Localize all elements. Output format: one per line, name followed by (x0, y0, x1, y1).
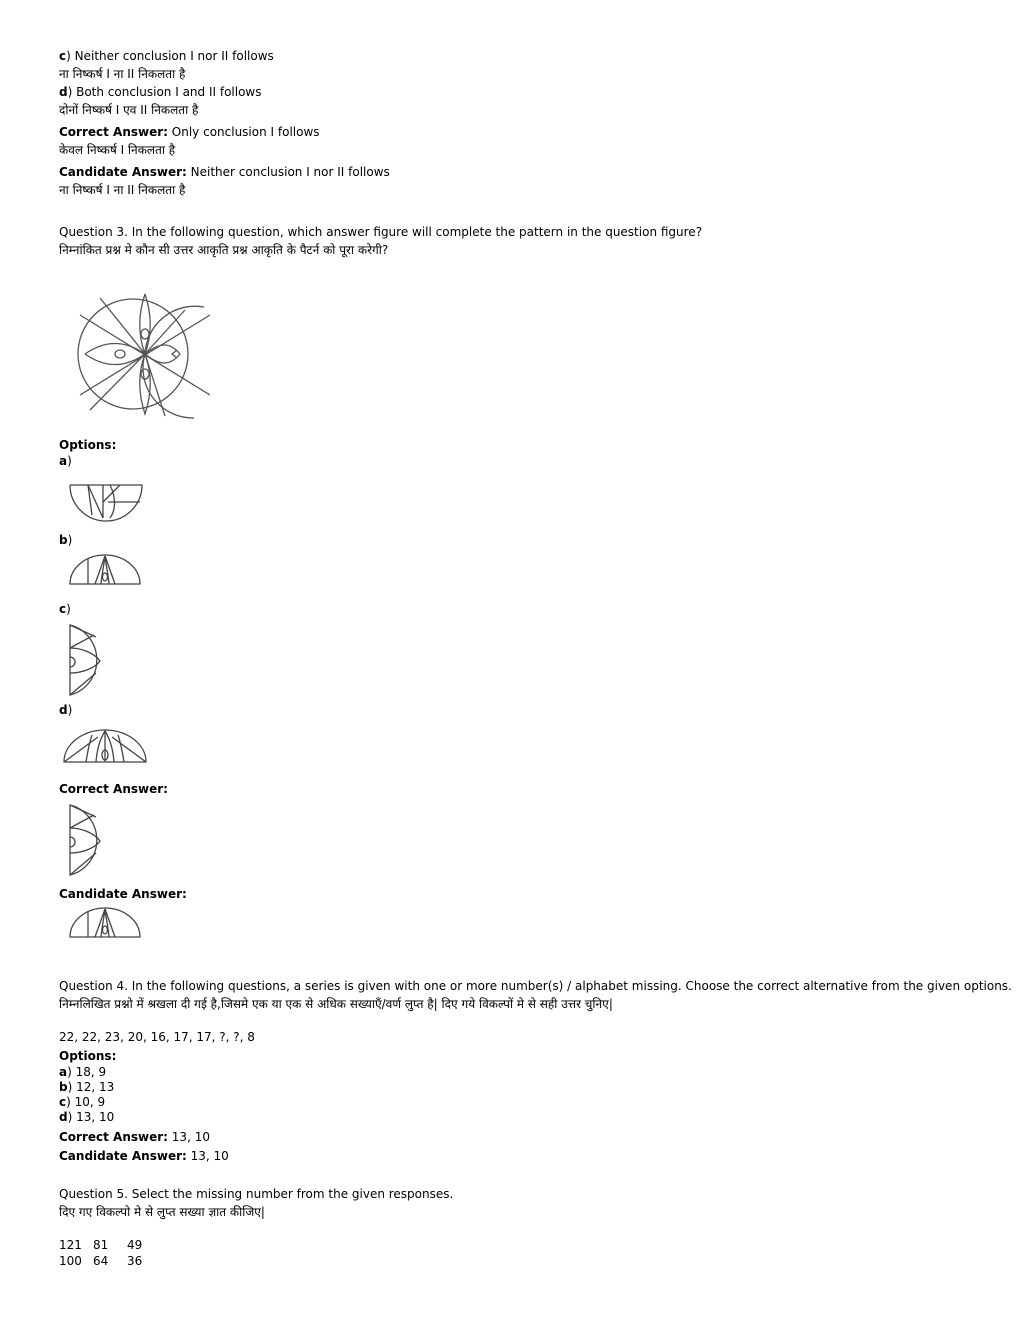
q2-option-c-hindi: ना निष्कर्ष I ना II निकलता है (59, 67, 186, 81)
q3-candidate-answer-label: Candidate Answer: (59, 887, 187, 901)
q3-option-c-figure (66, 623, 106, 697)
q3-question: Question 3. In the following question, which answer figure will complete the pattern in the question figure? (59, 225, 703, 239)
q2-correct-answer-hindi: केवल निष्कर्ष I निकलता है (59, 143, 176, 157)
q5-grid-row-1: 121 81 49 (59, 1238, 143, 1252)
q3-option-b-label: b) (59, 533, 73, 547)
q3-question-figure (70, 290, 210, 425)
q3-option-c-label: c) (59, 602, 71, 616)
q3-option-d-label: d) (59, 703, 73, 717)
q3-question-hindi: निम्नांकित प्रश्न मे कौन सी उत्तर आकृति प्रश्न आकृति के पैटर्न को पूरा करेगी? (59, 243, 389, 257)
q3-option-b-figure (68, 553, 142, 587)
q3-option-d-figure (62, 727, 148, 765)
q2-correct-answer: Correct Answer: Only conclusion I follows (59, 125, 320, 139)
q4-option-d: d) 13, 10 (59, 1110, 115, 1124)
q2-option-d: d) Both conclusion I and II follows (59, 85, 262, 99)
q3-option-a-figure (68, 482, 144, 522)
q4-correct-answer: Correct Answer: 13, 10 (59, 1130, 210, 1144)
q4-question-hindi: निम्नलिखित प्रश्नो में श्रखला दी गई है,जिसमे एक या एक से अधिक सख्याएँ/वर्ण लुप्त है| दिए गये विकल्पों मे से सही उत्तर चुनिए| (59, 997, 613, 1011)
q4-series: 22, 22, 23, 20, 16, 17, 17, ?, ?, 8 (59, 1030, 255, 1044)
q2-candidate-answer-hindi: ना निष्कर्ष I ना II निकलता है (59, 183, 186, 197)
q4-option-c: c) 10, 9 (59, 1095, 106, 1109)
q3-option-a-label: a) (59, 454, 72, 468)
q2-candidate-answer: Candidate Answer: Neither conclusion I nor II follows (59, 165, 390, 179)
q3-options-label: Options: (59, 438, 117, 452)
q5-question: Question 5. Select the missing number from the given responses. (59, 1187, 454, 1201)
q3-candidate-answer-figure (68, 906, 142, 940)
q4-candidate-answer: Candidate Answer: 13, 10 (59, 1149, 229, 1163)
q5-grid-row-2: 100 64 36 (59, 1254, 143, 1268)
q5-question-hindi: दिए गए विकल्पो मे से लुप्त सख्या ज्ञात कीजिए| (59, 1205, 265, 1219)
q4-options-label: Options: (59, 1049, 117, 1063)
q4-option-b: b) 12, 13 (59, 1080, 115, 1094)
q2-option-d-hindi: दोनों निष्कर्ष I एव II निकलता है (59, 103, 199, 117)
q4-question: Question 4. In the following questions, a series is given with one or more number(s) / alphabet missing. Choose the correct alternative from the given options. (59, 979, 1012, 993)
q2-option-c: c) Neither conclusion I nor II follows (59, 49, 274, 63)
q4-option-a: a) 18, 9 (59, 1065, 107, 1079)
q3-correct-answer-label: Correct Answer: (59, 782, 168, 796)
q3-correct-answer-figure (66, 803, 106, 877)
